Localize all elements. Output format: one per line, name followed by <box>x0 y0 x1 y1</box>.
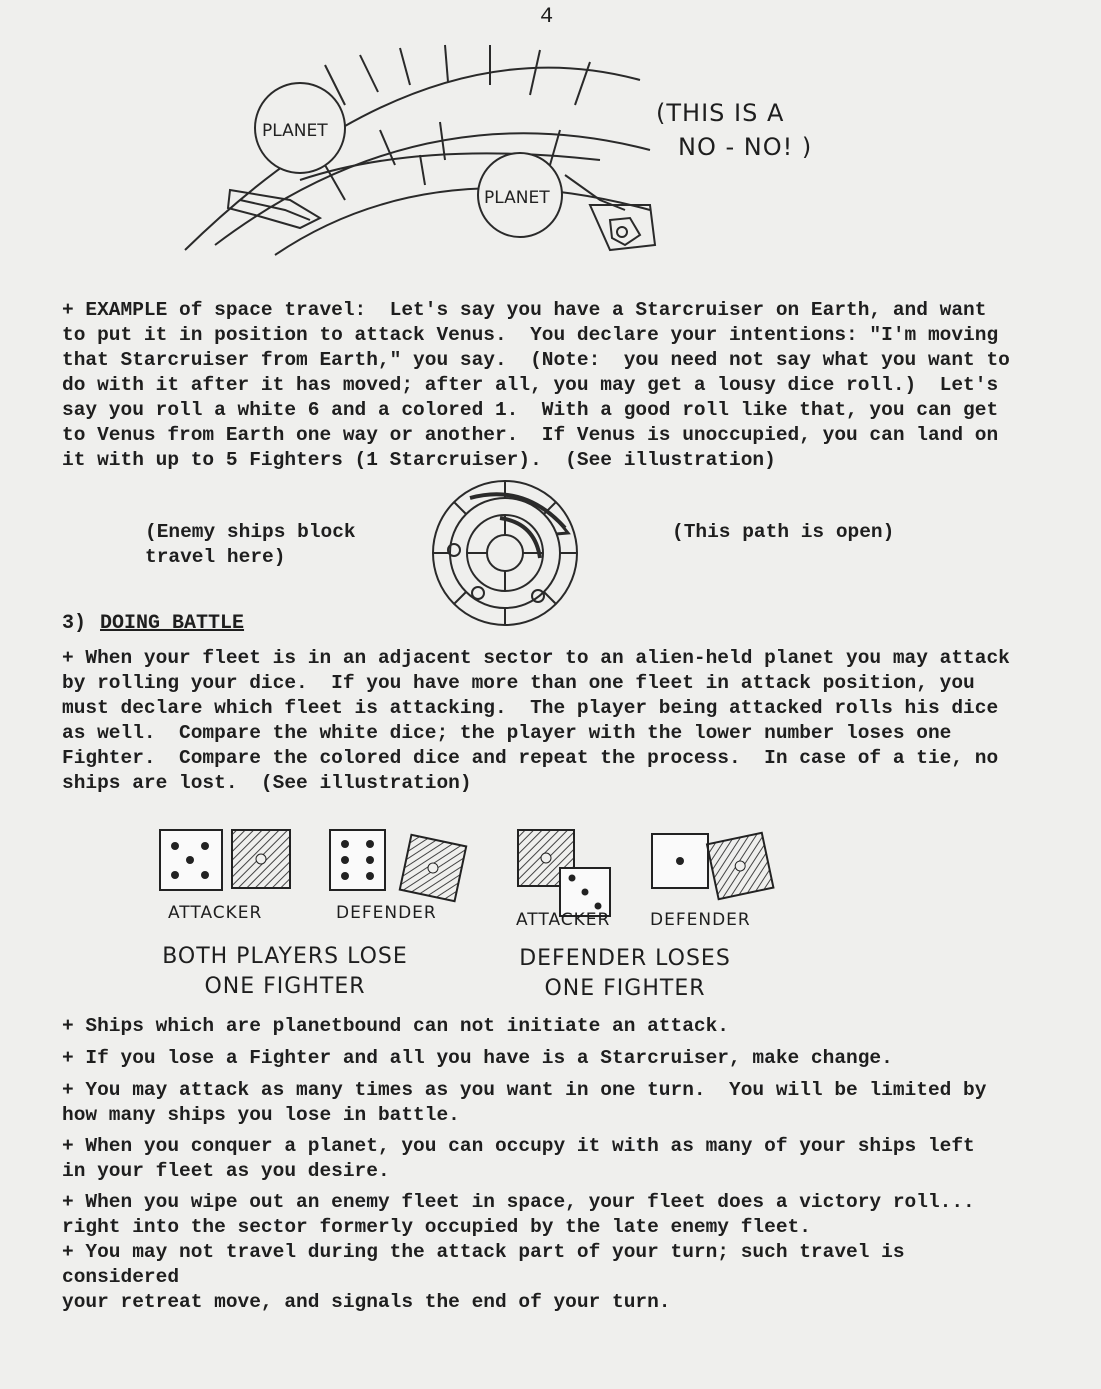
left-attacker-label: ATTACKER <box>168 903 263 923</box>
section-heading <box>62 612 244 635</box>
rule-victory-roll: + When you wipe out an enemy fleet in space, your fleet does a victory roll... right into the sector formerly occupied by the late enemy fleet. <box>62 1191 975 1238</box>
battle-paragraph: + When your fleet is in an adjacent sector to an alien-held planet you may attack by rolling your dice. If you have more than one fleet in attack position, you must declare which fleet is attacking. The player being attacked rolls his dice as well. Compare the white dice; the player with the lower number loses one Fighter. Compare the colored dice and repeat the process. In case of a tie, no ships are lost. (See illustration) <box>62 647 1010 794</box>
circular-board-illustration <box>430 478 630 628</box>
rule-attack-times: + You may attack as many times as you want in one turn. You will be limited by how many ships you lose in battle. <box>62 1079 987 1126</box>
section-title: DOING BATTLE <box>100 612 245 635</box>
rule-planetbound: + Ships which are planetbound can not initiate an attack. <box>62 1015 730 1037</box>
enemy-block-note: (Enemy ships block travel here) <box>145 521 356 568</box>
defender-colored-die-one-b <box>707 833 773 899</box>
planet-label-1: PLANET <box>262 121 328 141</box>
right-dice-caption: DEFENDER LOSES ONE FIGHTER <box>519 946 731 1001</box>
planet-label-2: PLANET <box>484 188 550 208</box>
right-defender-label: DEFENDER <box>650 910 751 930</box>
open-path-note: (This path is open) <box>672 521 895 543</box>
dice-illustration <box>0 820 1101 920</box>
no-no-annotation: (THIS IS A NO - NO! ) <box>656 99 813 161</box>
attacker-colored-die-one <box>232 830 290 888</box>
left-defender-label: DEFENDER <box>336 903 437 923</box>
rule-conquer-planet: + When you conquer a planet, you can occupy it with as many of your ships left in your fleet as you desire. <box>62 1135 975 1182</box>
rule-make-change: + If you lose a Fighter and all you have is a Starcruiser, make change. <box>62 1047 893 1069</box>
defender-colored-die-one <box>400 835 466 901</box>
right-attacker-label: ATTACKER <box>516 910 611 930</box>
attacker-white-die-three <box>560 868 610 916</box>
defender-white-die-six <box>330 830 385 890</box>
defender-white-die-one <box>652 834 708 888</box>
page-number: 4 <box>540 4 554 29</box>
curved-path-illustration <box>0 0 1101 290</box>
attacker-white-die-five <box>160 830 222 890</box>
section-number: 3) <box>62 612 87 635</box>
rule-no-travel: + You may not travel during the attack part of your turn; such travel is considered your retreat move, and signals the end of your turn. <box>62 1241 905 1313</box>
example-paragraph: + EXAMPLE of space travel: Let's say you have a Starcruiser on Earth, and want to put it in position to attack Venus. You declare your intentions: "I'm moving that Starcruiser from Earth," you say. (Note: you need not say what you want to do with it after it has moved; after all, you may get a lousy dice roll.) Let's say you roll a white 6 and a colored 1. With a good roll like that, you can get to Venus from Earth one way or another. If Venus is unoccupied, you can land on it with up to 5 Fighters (1 Starcruiser). (See illustration) <box>62 299 1010 471</box>
left-dice-caption: BOTH PLAYERS LOSE ONE FIGHTER <box>162 944 408 999</box>
